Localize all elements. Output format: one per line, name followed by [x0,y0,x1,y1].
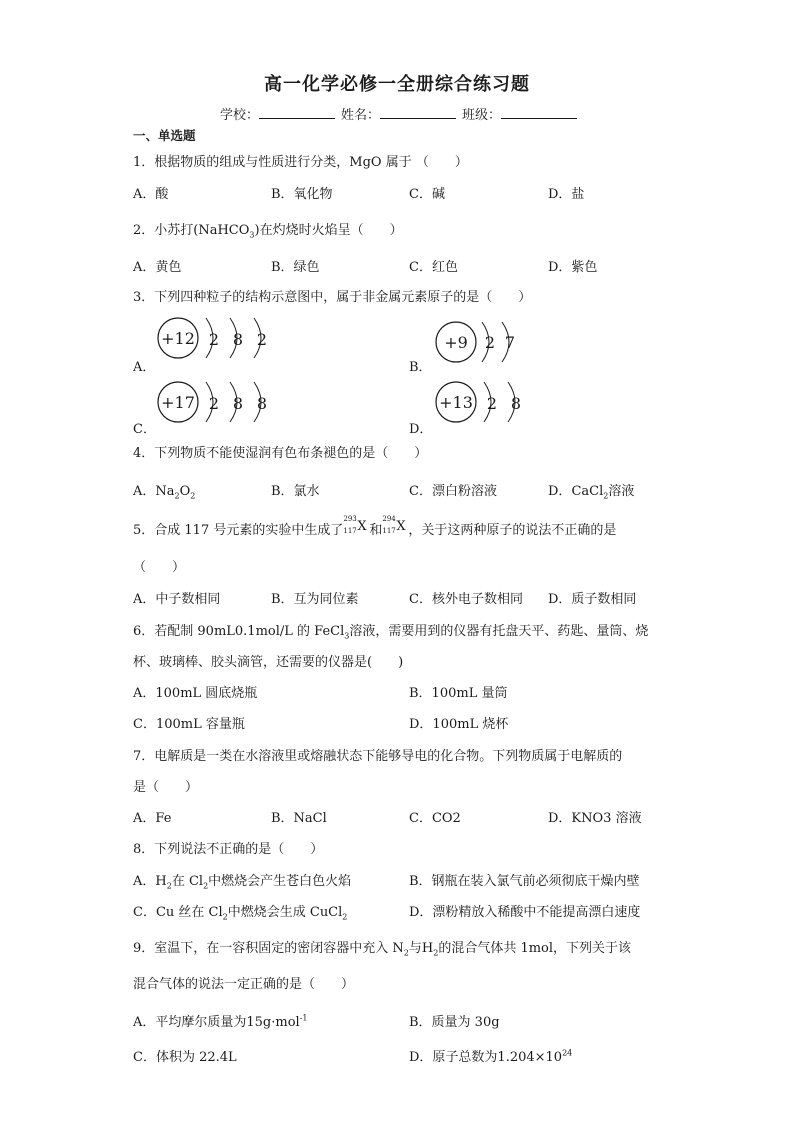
shell-electrons: 7 [504,333,516,352]
name-blank[interactable] [380,106,456,119]
page-title: 高一化学必修一全册综合练习题 [264,74,530,95]
q2-formula: NaHCO [198,223,250,238]
atom-diagram-a [150,312,280,368]
nucleus-charge: +12 [161,329,195,348]
superscript: -1 [299,1013,308,1023]
formula-part: O [179,484,191,499]
question-6-stem-line2: 杯、玻璃棒、胶头滴管，还需要的仪器是( ) [133,655,404,670]
option-text: D．原子总数为1.204×10 [409,1050,563,1065]
atom-diagram-b [428,314,538,370]
q5-stem-pre: 5．合成 117 号元素的实验中生成了 [133,523,344,538]
q2-option-a[interactable]: A．黄色 [133,260,182,275]
q2-option-d[interactable]: D．紫色 [548,260,598,275]
option-text: 在 Cl [171,874,204,889]
superscript: 24 [562,1048,573,1058]
school-blank[interactable] [259,106,335,119]
nucleus-charge: +17 [161,393,195,412]
formula-sub: 2 [433,948,439,958]
q6-option-c[interactable]: C．100mL 容量瓶 [133,717,245,732]
class-blank[interactable] [501,106,577,119]
q5-answer-paren: （ ） [133,560,186,575]
option-text: A．平均摩尔质量为15g·mol [133,1015,300,1030]
q5-option-b[interactable]: B．互为同位素 [271,592,359,607]
option-label: A． [133,484,156,499]
q1-option-b[interactable]: B．氧化物 [271,187,333,202]
q4-option-c[interactable]: C．漂白粉溶液 [409,484,497,499]
question-9-stem-line1 [133,937,631,958]
q6-option-b[interactable]: B．100mL 量筒 [409,686,508,701]
option-text: 中燃烧会生成 CuCl [227,905,343,920]
question-8-stem: 8．下列说法不正确的是（ ） [133,842,324,857]
q8-option-b[interactable]: B．钢瓶在装入氯气前必须彻底干燥内壁 [409,874,640,889]
question-4-stem: 4．下列物质不能使湿润有色布条褪色的是（ ） [133,446,428,461]
class-label: 班级： [462,108,502,123]
shell-electrons: 2 [208,330,220,349]
q1-option-c[interactable]: C．碱 [409,187,445,202]
nucleus-charge: +9 [444,333,468,352]
q9-option-d[interactable] [409,1046,572,1065]
formula-sub: 2 [203,881,209,891]
section-heading: 一、单选题 [133,128,196,143]
q3-option-c[interactable]: C． [133,422,156,437]
question-7-stem-line1: 7．电解质是一类在水溶液里或熔融状态下能够导电的化合物。下列物质属于电解质的 [133,749,623,764]
option-text: A．H [133,874,167,889]
q9-stem-pre: 9．室温下，在一容积固定的密闭容器中充入 N [133,941,404,956]
option-text: 中燃烧会产生苍白色火焰 [208,874,352,889]
nuclide-2 [382,515,408,537]
q9-option-c[interactable]: C．体积为 22.4L [133,1050,237,1065]
q9-option-a[interactable] [133,1011,308,1030]
shell-electrons: 8 [232,330,244,349]
q5-and: 和 [369,523,383,538]
option-label: D． [548,484,572,499]
q3-option-b[interactable]: B． [409,360,432,375]
q8-option-d[interactable]: D．漂粉精放入稀酸中不能提高漂白速度 [409,905,641,920]
q2-option-c[interactable]: C．红色 [409,260,458,275]
q5-option-d[interactable]: D．质子数相同 [548,592,637,607]
q1-option-d[interactable]: D．盐 [548,187,585,202]
q7-option-a[interactable]: A．Fe [133,811,172,826]
q4-option-b[interactable]: B．氯水 [271,484,320,499]
question-7-stem-line2: 是（ ） [133,780,199,795]
question-9-stem-line2: 混合气体的说法一定正确的是（ ） [133,977,355,992]
q4-option-a[interactable] [133,480,195,501]
q7-option-c[interactable]: C．CO2 [409,811,461,826]
nucleus-charge: +13 [439,393,473,412]
q8-option-c[interactable] [133,901,347,922]
q2-stem-pre: 2．小苏打( [133,223,199,238]
q9-stem-post: 的混合气体共 1mol，下列关于该 [438,941,632,956]
q5-option-c[interactable]: C．核外电子数相同 [409,592,523,607]
q6-stem-post: 溶液，需要用到的仪器有托盘天平、药匙、量筒、烧 [349,624,649,639]
formula-part: Na [155,484,175,499]
q9-stem-mid: 与H [408,941,434,956]
element-symbol: X [357,519,367,534]
q6-stem-pre: 6．若配制 90mL0.1mol/L 的 [133,624,315,639]
shell-electrons: 8 [256,394,268,413]
formula-part: FeCl [314,624,345,639]
q9-option-b[interactable]: B．质量为 30g [409,1015,500,1030]
mass-number: 294 [382,515,396,523]
shell-electrons: 2 [484,333,496,352]
q2-option-b[interactable]: B．绿色 [271,260,320,275]
name-label: 姓名： [341,108,381,123]
shell-electrons: 2 [256,330,268,349]
question-6-stem-line1 [133,620,648,641]
q7-option-b[interactable]: B．NaCl [271,811,327,826]
atom-diagram-c [150,374,280,430]
shell-electrons: 2 [486,394,498,413]
q1-option-a[interactable]: A．酸 [133,187,169,202]
q5-stem-post: ，关于这两种原子的说法不正确的是 [408,523,617,538]
q7-option-d[interactable]: D．KNO3 溶液 [548,811,642,826]
school-label: 学校： [220,108,260,123]
nuclide-1 [343,515,369,537]
q3-option-a[interactable]: A． [133,360,156,375]
q6-option-a[interactable]: A．100mL 圆底烧瓶 [133,686,258,701]
formula-part: CaCl [571,484,604,499]
q4-option-d[interactable] [548,480,634,501]
question-2-stem [133,219,403,240]
option-text: C．Cu 丝在 Cl [133,905,223,920]
formula-sub: 2 [222,912,228,922]
q6-option-d[interactable]: D．100mL 烧杯 [409,717,509,732]
element-symbol: X [396,519,406,534]
question-3-stem: 3．下列四种粒子的结构示意图中，属于非金属元素原子的是（ ） [133,290,532,305]
question-1-stem: 1．根据物质的组成与性质进行分类，MgO 属于 （ ） [133,155,468,170]
q2-formula-sub: 3 [249,230,255,240]
formula-sub: 3 [344,631,350,641]
atomic-number: 117 [382,527,396,535]
atom-diagram-d [428,374,538,430]
q5-option-a[interactable]: A．中子数相同 [133,592,221,607]
q2-stem-post: )在灼烧时火焰呈（ ） [254,223,403,238]
q8-option-a[interactable] [133,870,351,891]
atomic-number: 117 [343,527,357,535]
shell-electrons: 2 [208,394,220,413]
formula-sub: 2 [166,881,172,891]
student-info-line [220,104,583,123]
shell-electrons: 8 [232,394,244,413]
formula-sub: 2 [403,948,409,958]
formula-sub: 2 [603,491,609,501]
formula-sub: 2 [190,491,196,501]
question-5-stem [133,515,617,538]
shell-electrons: 8 [510,394,522,413]
q3-option-d[interactable]: D． [409,422,433,437]
formula-part: 溶液 [608,484,635,499]
formula-sub: 2 [174,491,180,501]
formula-sub: 2 [342,912,348,922]
mass-number: 293 [343,515,357,523]
